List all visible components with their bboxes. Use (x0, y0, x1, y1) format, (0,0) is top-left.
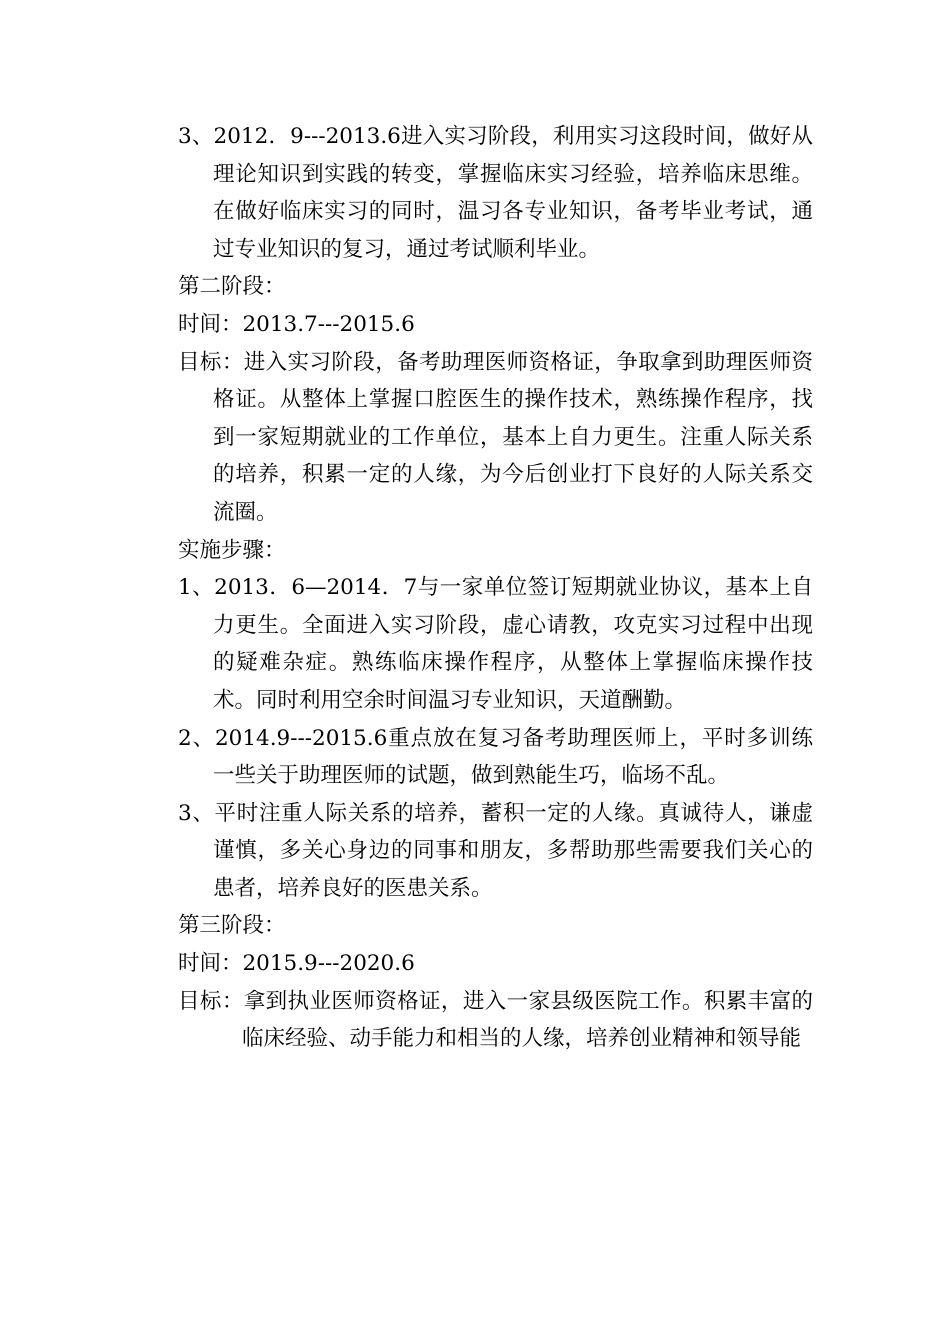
stage-two-heading: 第二阶段： (178, 274, 286, 300)
implementation-steps-heading: 实施步骤： (178, 537, 286, 563)
stage-two-time: 时间：2013.7---2015.6 (178, 311, 415, 337)
paragraph-step-3-internship: 3、2012．9---2013.6进入实习阶段，利用实习这段时间，做好从理论知识到实践的转变，掌握临床实习经验，培养临床思维。在做好临床实习的同时，温习各专业知识，备考毕业考试，通过专业知识的复习，通过考试顺利毕业。 (178, 124, 813, 262)
document-body (178, 118, 813, 1058)
stage-three-goal: 目标：拿到执业医师资格证，进入一家县级医院工作。积累丰富的临床经验、动手能力和相当的人缘，培养创业精神和领导能 (178, 988, 813, 1052)
implementation-step-1: 1、2013．6—2014．7与一家单位签订短期就业协议，基本上自力更生。全面进入实习阶段，虚心请教，攻克实习过程中出现的疑难杂症。熟练临床操作程序，从整体上掌握临床操作技术。同时利用空余时间温习专业知识，天道酬勤。 (178, 575, 813, 713)
implementation-step-2: 2、2014.9---2015.6重点放在复习备考助理医师上，平时多训练一些关于助理医师的试题，做到熟能生巧，临场不乱。 (178, 725, 813, 789)
stage-two-goal: 目标：进入实习阶段，备考助理医师资格证，争取拿到助理医师资格证。从整体上掌握口腔医生的操作技术，熟练操作程序，找到一家短期就业的工作单位，基本上自力更生。注重人际关系的培养，积累一定的人缘，为今后创业打下良好的人际关系交流圈。 (178, 349, 813, 525)
stage-three-heading: 第三阶段： (178, 913, 286, 939)
implementation-step-3: 3、平时注重人际关系的培养，蓄积一定的人缘。真诚待人，谦虚谨慎，多关心身边的同事和朋友，多帮助那些需要我们关心的患者，培养良好的医患关系。 (178, 800, 813, 901)
stage-three-time: 时间：2015.9---2020.6 (178, 951, 415, 977)
